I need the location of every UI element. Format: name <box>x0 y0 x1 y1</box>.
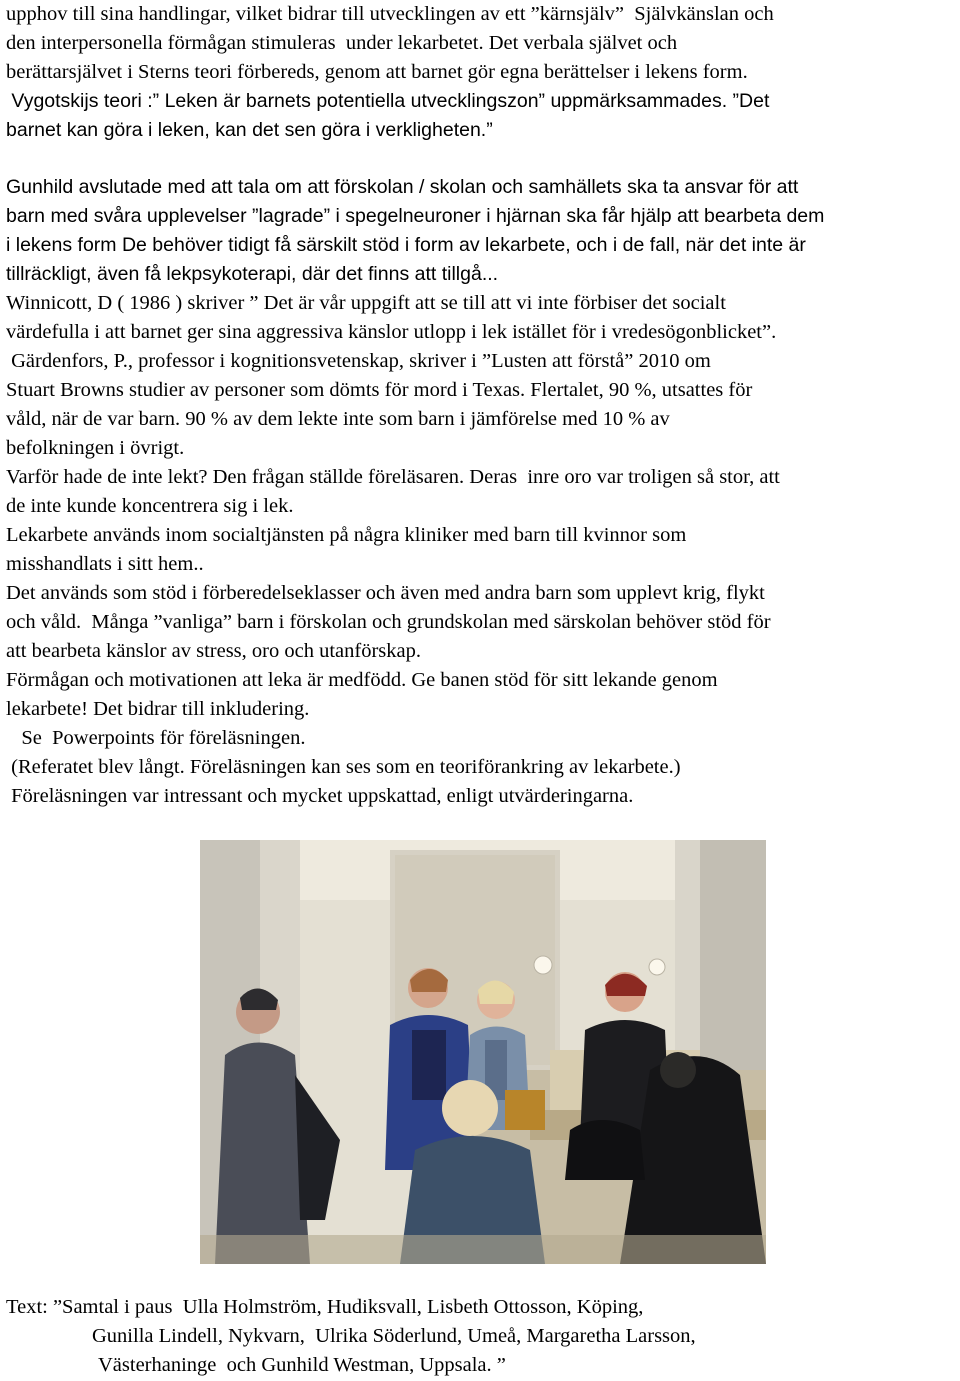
text-line: den interpersonella förmågan stimuleras under lekarbetet. Det verbala självet och <box>6 32 678 54</box>
text-line: i lekens form De behöver tidigt få särskilt stöd i form av lekarbete, och i de fall, när det inte är <box>6 234 806 256</box>
text-line: Stuart Browns studier av personer som dömts för mord i Texas. Flertalet, 90 %, utsattes för <box>6 379 753 401</box>
group-photo <box>200 840 766 1264</box>
text-line: lekarbete! Det bidrar till inkludering. <box>6 698 310 720</box>
text-line: de inte kunde koncentrera sig i lek. <box>6 495 294 517</box>
caption-line: Västerhaninge och Gunhild Westman, Uppsala. ” <box>98 1354 506 1376</box>
text-line: berättarsjälvet i Sterns teori förbereds, genom att barnet gör egna berättelser i lekens form. <box>6 61 748 83</box>
text-line: Gärdenfors, P., professor i kognitionsvetenskap, skriver i ”Lusten att förstå” 2010 om <box>6 350 711 372</box>
text-line: att bearbeta känslor av stress, oro och utanförskap. <box>6 640 421 662</box>
text-line: tillräckligt, även få lekpsykoterapi, där det finns att tillgå... <box>6 263 499 285</box>
text-line: Winnicott, D ( 1986 ) skriver ” Det är vår uppgift att se till att vi inte förbiser det socialt <box>6 292 726 314</box>
text-line: barn med svåra upplevelser ”lagrade” i spegelneuroner i hjärnan ska får hjälp att bearbeta dem <box>6 205 825 227</box>
text-line: barnet kan göra i leken, kan det sen göra i verkligheten.” <box>6 119 493 141</box>
text-line: Vygotskijs teori :” Leken är barnets potentiella utvecklingszon” uppmärksammades. ”Det <box>6 90 770 112</box>
text-line: Lekarbete används inom socialtjänsten på några kliniker med barn till kvinnor som <box>6 524 687 546</box>
text-line: Föreläsningen var intressant och mycket uppskattad, enligt utvärderingarna. <box>6 785 634 807</box>
text-line: misshandlats i sitt hem.. <box>6 553 204 575</box>
text-line: Förmågan och motivationen att leka är medfödd. Ge banen stöd för sitt lekande genom <box>6 669 718 691</box>
caption-line: Text: ”Samtal i paus Ulla Holmström, Hudiksvall, Lisbeth Ottosson, Köping, <box>6 1296 644 1318</box>
text-line: Varför hade de inte lekt? Den frågan ställde föreläsaren. Deras inre oro var troligen så stor, att <box>6 466 780 488</box>
text-line: Det används som stöd i förberedelseklasser och även med andra barn som upplevt krig, flykt <box>6 582 765 604</box>
text-line: våld, när de var barn. 90 % av dem lekte inte som barn i jämförelse med 10 % av <box>6 408 670 430</box>
text-line: värdefulla i att barnet ger sina aggressiva känslor utlopp i lek istället för i vredesögonblicket”. <box>6 321 777 343</box>
text-line: och våld. Många ”vanliga” barn i förskolan och grundskolan med särskolan behöver stöd för <box>6 611 771 633</box>
text-line: upphov till sina handlingar, vilket bidrar till utvecklingen av ett ”kärnsjälv” Självkänslan och <box>6 3 774 25</box>
caption-line: Gunilla Lindell, Nykvarn, Ulrika Söderlund, Umeå, Margaretha Larsson, <box>92 1325 696 1347</box>
text-line: Gunhild avslutade med att tala om att förskolan / skolan och samhällets ska ta ansvar för att <box>6 176 799 198</box>
text-line: befolkningen i övrigt. <box>6 437 185 459</box>
text-line: Se Powerpoints för föreläsningen. <box>6 727 306 749</box>
text-line: (Referatet blev långt. Föreläsningen kan ses som en teoriförankring av lekarbete.) <box>6 756 681 778</box>
